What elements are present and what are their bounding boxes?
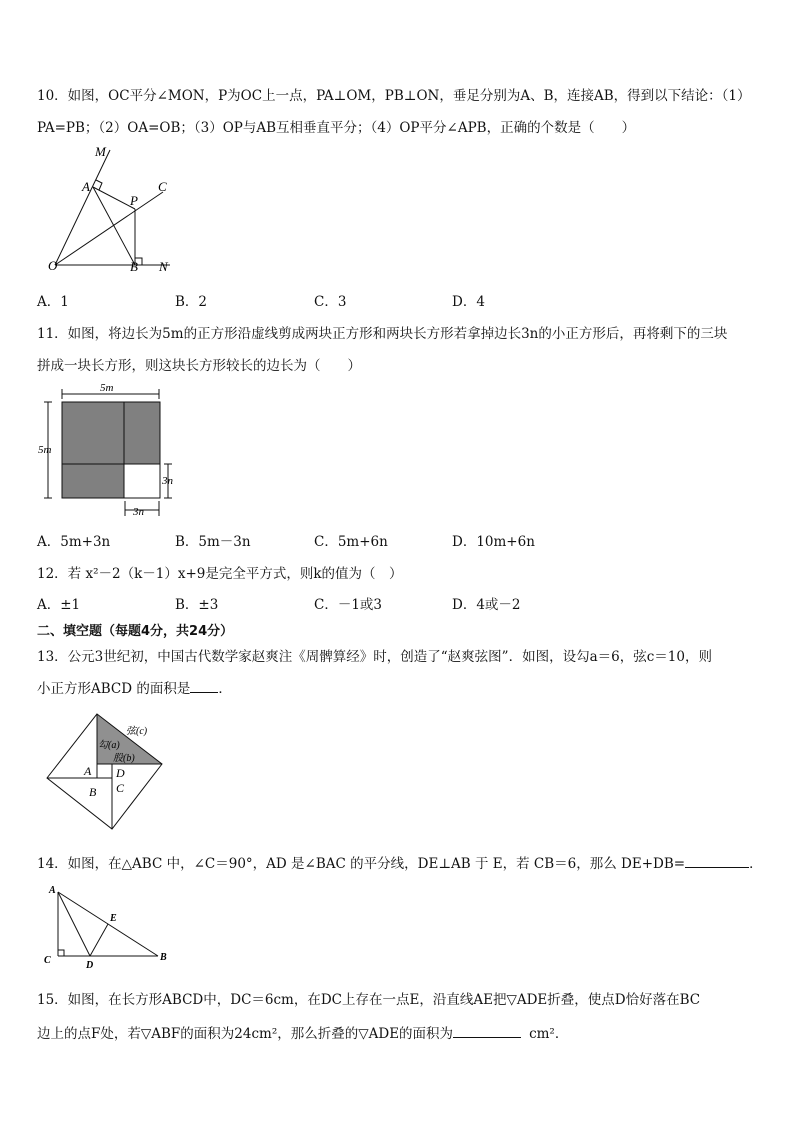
q15-text-line1: 15．如图，在长方形ABCD中，DC＝6cm，在DC上存在一点E，沿直线AE把▽ADE折叠，使点D恰好落在BC (37, 992, 701, 1008)
q11-text-line1: 11．如图，将边长为5m的正方形沿虚线剪成两块正方形和两块长方形若拿掉边长3n的小正方形后，再将剩下的三块 (37, 326, 728, 342)
q11-label-right: 3n (162, 475, 173, 487)
q10-label-p: P (130, 193, 138, 208)
q11-option-b[interactable]: B．5m－3n (175, 534, 251, 550)
q15-text-body: 边上的点F处，若▽ABF的面积为24cm²，那么折叠的▽ADE的面积为 (37, 1026, 454, 1042)
q11-options (37, 530, 757, 548)
q10-label-o: O (48, 258, 58, 273)
q14-label-b: B (160, 952, 167, 963)
q14-text-line1 (37, 852, 763, 872)
q15-text-unit: cm²． (529, 1026, 569, 1042)
q12-text-line1: 12．若 x²－2（k－1）x+9是完全平方式，则k的值为（ ） (37, 566, 403, 582)
q11-option-a[interactable]: A．5m+3n (37, 534, 111, 550)
q12-option-c[interactable]: C．－1或3 (314, 597, 383, 613)
q14-label-d: D (86, 960, 94, 970)
q13-label-b: 股(b) (113, 753, 135, 764)
q11-option-c[interactable]: C．5m+6n (314, 534, 388, 550)
q14-answer-blank[interactable] (685, 853, 749, 868)
q12-option-b[interactable]: B．±3 (175, 597, 219, 613)
q10-text-line2: PA=PB；（2）OA=OB；（3）OP与AB互相垂直平分；（4）OP平分∠APB，正确的个数是（ ） (37, 120, 636, 136)
q11-label-top: 5m (100, 382, 114, 394)
q11-option-d[interactable]: D．10m+6n (452, 534, 535, 550)
q14-figure (40, 880, 175, 970)
q10-option-c[interactable]: C．3 (314, 294, 347, 310)
q13-text-line2 (37, 677, 232, 697)
q12-options (37, 593, 757, 611)
q15-text-line2 (37, 1022, 568, 1042)
q13-label-vertex-d: D (116, 766, 125, 780)
q11-label-left: 5m (38, 444, 52, 456)
q13-label-c: 弦(c) (126, 726, 148, 737)
q10-label-a: A (82, 179, 90, 194)
q10-text-line1: 10．如图，OC平分∠MON，P为OC上一点，PA⊥OM，PB⊥ON，垂足分别为A、B，连接AB，得到以下结论：（1） (37, 88, 751, 104)
q13-figure (40, 708, 175, 838)
q10-figure (40, 142, 190, 277)
q14-text-end: ． (749, 856, 763, 872)
q15-answer-blank[interactable] (453, 1023, 521, 1038)
q12-option-a[interactable]: A．±1 (37, 597, 81, 613)
q10-label-c: C (158, 179, 167, 194)
q10-options (37, 290, 757, 308)
q13-label-vertex-a: A (84, 764, 92, 778)
q11-text-line2: 拼成一块长方形，则这块长方形较长的边长为（ ） (37, 358, 361, 374)
q13-label-vertex-c: C (116, 781, 125, 795)
q14-text-body: 14．如图，在△ABC 中，∠C＝90°，AD 是∠BAC 的平分线，DE⊥AB 于 E，若 CB＝6，那么 DE+DB= (37, 856, 686, 872)
q13-text-line1: 13．公元3世纪初，中国古代数学家赵爽注《周髀算经》时，创造了“赵爽弦图”．如图，设勾a＝6，弦c＝10，则 (37, 649, 712, 665)
q14-label-e: E (110, 913, 117, 924)
q10-label-m: M (95, 144, 106, 159)
q10-option-d[interactable]: D．4 (452, 294, 485, 310)
section-title-fill-blank: 二、填空题（每题4分，共24分） (37, 624, 234, 639)
q13-label-vertex-b: B (89, 785, 97, 799)
q11-label-bottom: 3n (133, 506, 144, 518)
q10-label-b: B (130, 259, 138, 274)
q14-label-c: C (44, 955, 51, 966)
q10-option-a[interactable]: A．1 (37, 294, 69, 310)
q10-option-b[interactable]: B．2 (175, 294, 208, 310)
q14-label-a: A (49, 885, 56, 896)
q13-text-line2-end: ． (218, 681, 232, 697)
q11-figure (38, 380, 188, 522)
q13-answer-blank[interactable] (190, 678, 218, 693)
q10-label-n: N (159, 259, 168, 274)
q13-text-line2-body: 小正方形ABCD 的面积是 (37, 681, 191, 697)
q12-option-d[interactable]: D．4或－2 (452, 597, 521, 613)
q13-label-a: 勾(a) (98, 740, 120, 751)
